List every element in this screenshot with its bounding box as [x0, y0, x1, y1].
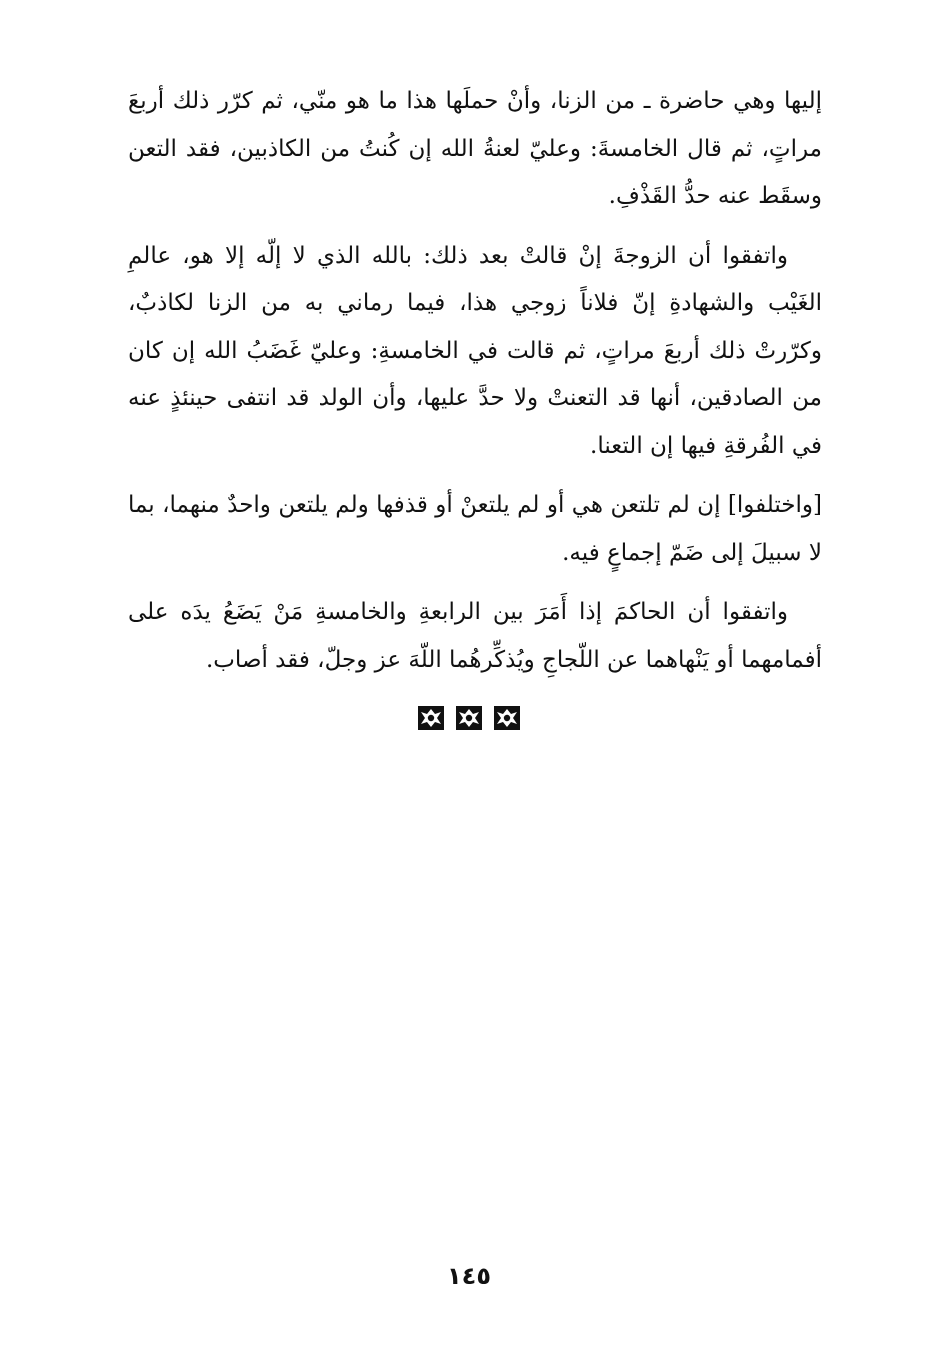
- floral-ornament-icon: [493, 705, 521, 731]
- page-number: ١٤٥: [447, 1262, 491, 1290]
- paragraph-1: إليها وهي حاضرة ـ من الزنا، وأنْ حملَها هذا ما هو منّي، ثم كرّر ذلك أربعَ مراتٍ، ثم قال الخامسةَ: وعليّ لعنةُ الله إن كُنتُ من الكاذبين، فقد التعن وسقَط عنه حدُّ القَذْفِ.: [128, 88, 822, 209]
- floral-ornament-icon: [417, 705, 445, 731]
- floral-ornament-icon: [455, 705, 483, 731]
- section-divider-ornaments: [0, 705, 938, 731]
- paragraph-4: واتفقوا أن الحاكمَ إذا أَمَرَ بين الرابعةِ والخامسةِ مَنْ يَضَعُ يدَه على أفمامهما أو يَنْهاهما عن اللّجاجِ ويُذكِّرهُما اللّهَ عز وجلّ، فقد أصاب.: [128, 599, 822, 673]
- paragraph-2: واتفقوا أن الزوجةَ إنْ قالتْ بعد ذلك: بالله الذي لا إلّه إلا هو، عالمِ الغَيْب والشهادةِ إنّ فلاناً زوجي هذا، فيما رماني به من الزنا لكاذبٌ، وكرّرتْ ذلك أربعَ مراتٍ، ثم قالت في الخامسةِ: وعليّ غَضَبُ الله إن كان من الصادقين، أنها قد التعنتْ ولا حدَّ عليها، وأن الولد قد انتفى حينئذٍ عنه في الفُرقةِ فيها إن التعنا.: [128, 242, 822, 459]
- body-text: [128, 78, 822, 696]
- paragraph-3: [واختلفوا] إن لم تلتعن هي أو لم يلتعنْ أو قذفها ولم يلتعن واحدٌ منهما، بما لا سبيلَ إلى ضَمّ إجماعٍ فيه.: [128, 492, 822, 566]
